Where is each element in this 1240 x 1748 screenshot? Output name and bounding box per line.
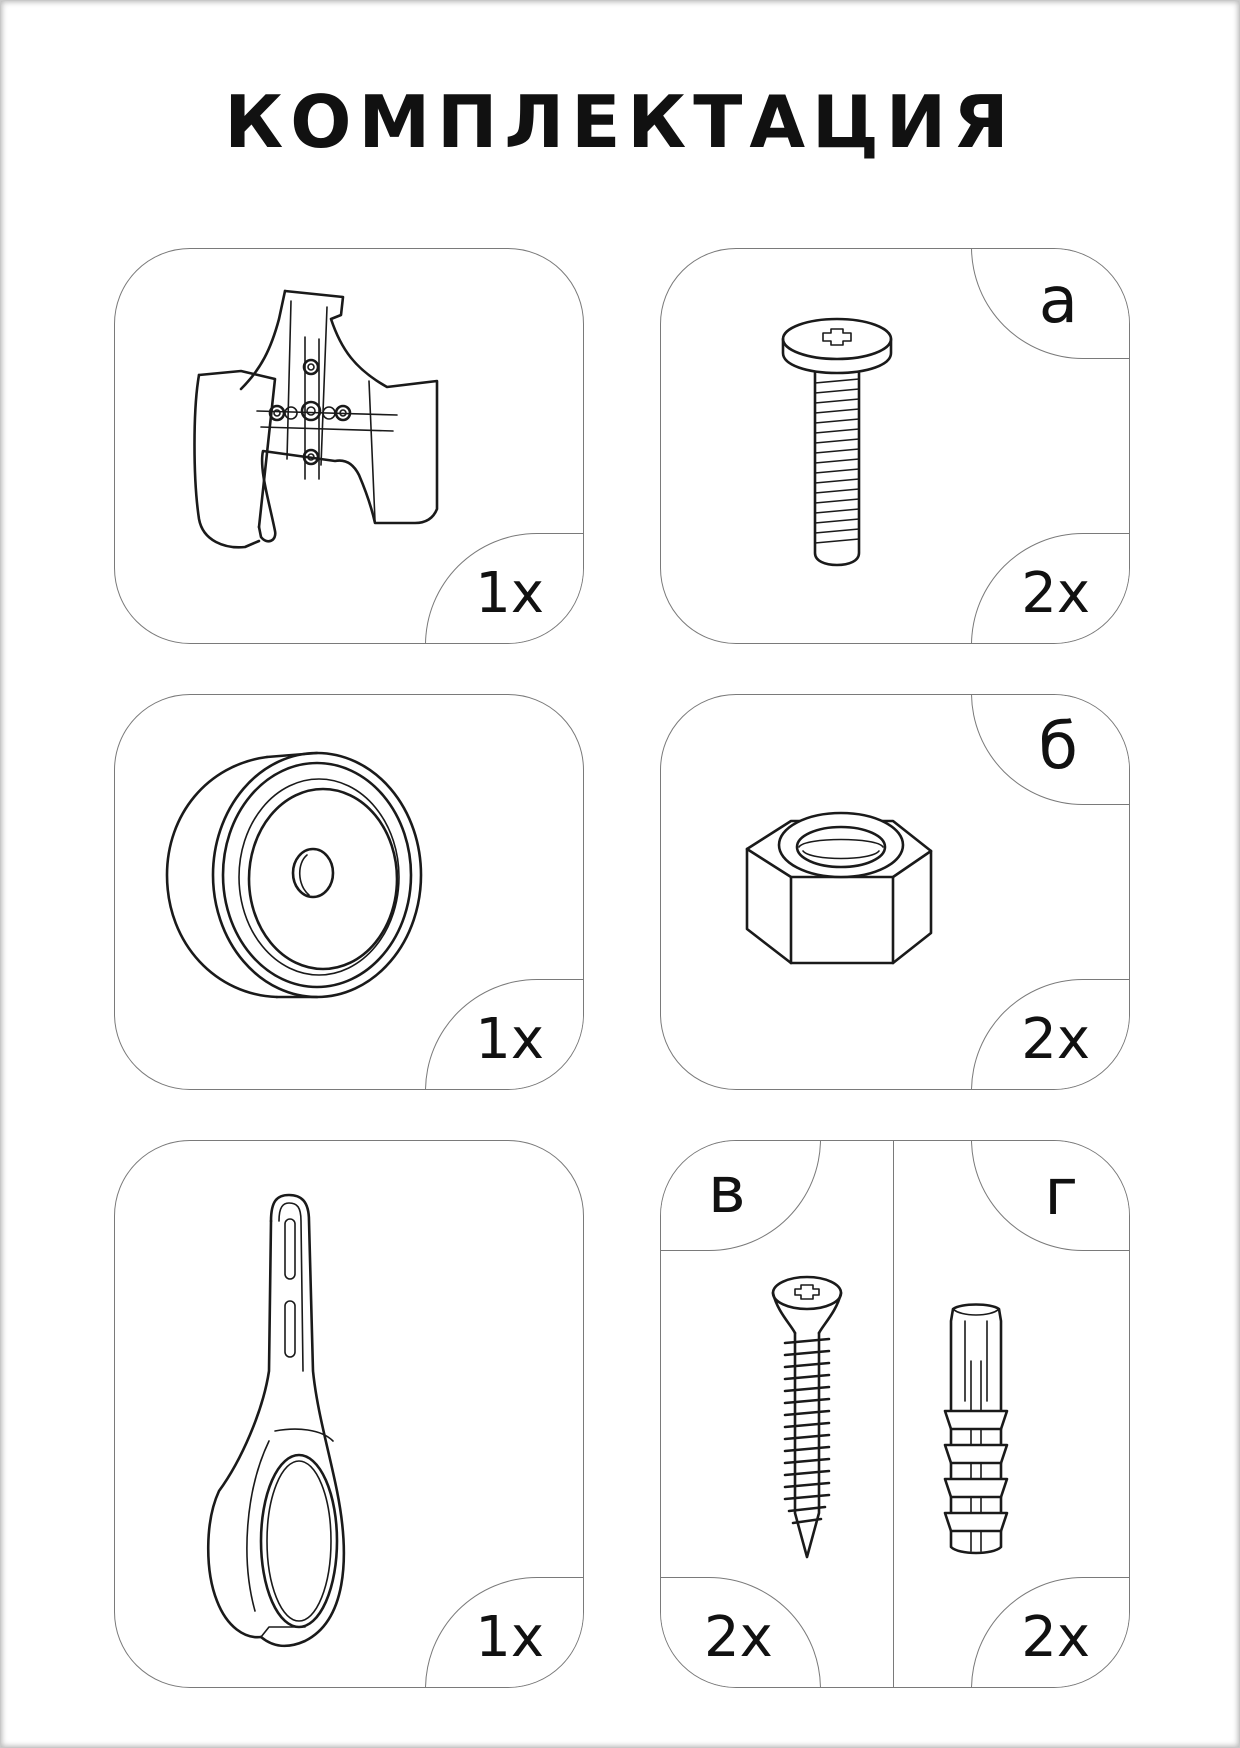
page-title: КОМПЛЕКТАЦИЯ [224,80,1016,164]
item-card-bracket [114,248,584,644]
quantity-badge-g: 2x [971,1577,1130,1688]
machine-screw-icon [777,317,897,577]
item-card-spacer [114,694,584,1090]
item-card-nut-b [660,694,1130,1090]
card-divider [893,1141,894,1687]
wood-screw-icon [767,1273,847,1563]
quantity-badge-v: 2x [660,1577,821,1688]
quantity-badge: 1x [425,979,584,1090]
quantity-badge: 1x [425,533,584,644]
item-card-clamp [114,1140,584,1688]
item-card-screw-a [660,248,1130,644]
round-spacer-icon [167,745,427,1005]
item-card-fasteners-v-g [660,1140,1130,1688]
quantity-badge: 2x [971,533,1130,644]
item-letter-badge: б [971,694,1130,805]
hex-nut-icon [745,807,935,967]
item-letter-badge-g: г [971,1140,1130,1251]
quantity-badge: 1x [425,1577,584,1688]
strap-clamp-icon [205,1191,375,1651]
bracket-holder-icon [165,279,425,559]
item-letter-badge: а [971,248,1130,359]
quantity-badge: 2x [971,979,1130,1090]
wall-plug-icon [941,1301,1011,1561]
item-letter-badge-v: в [660,1140,821,1251]
